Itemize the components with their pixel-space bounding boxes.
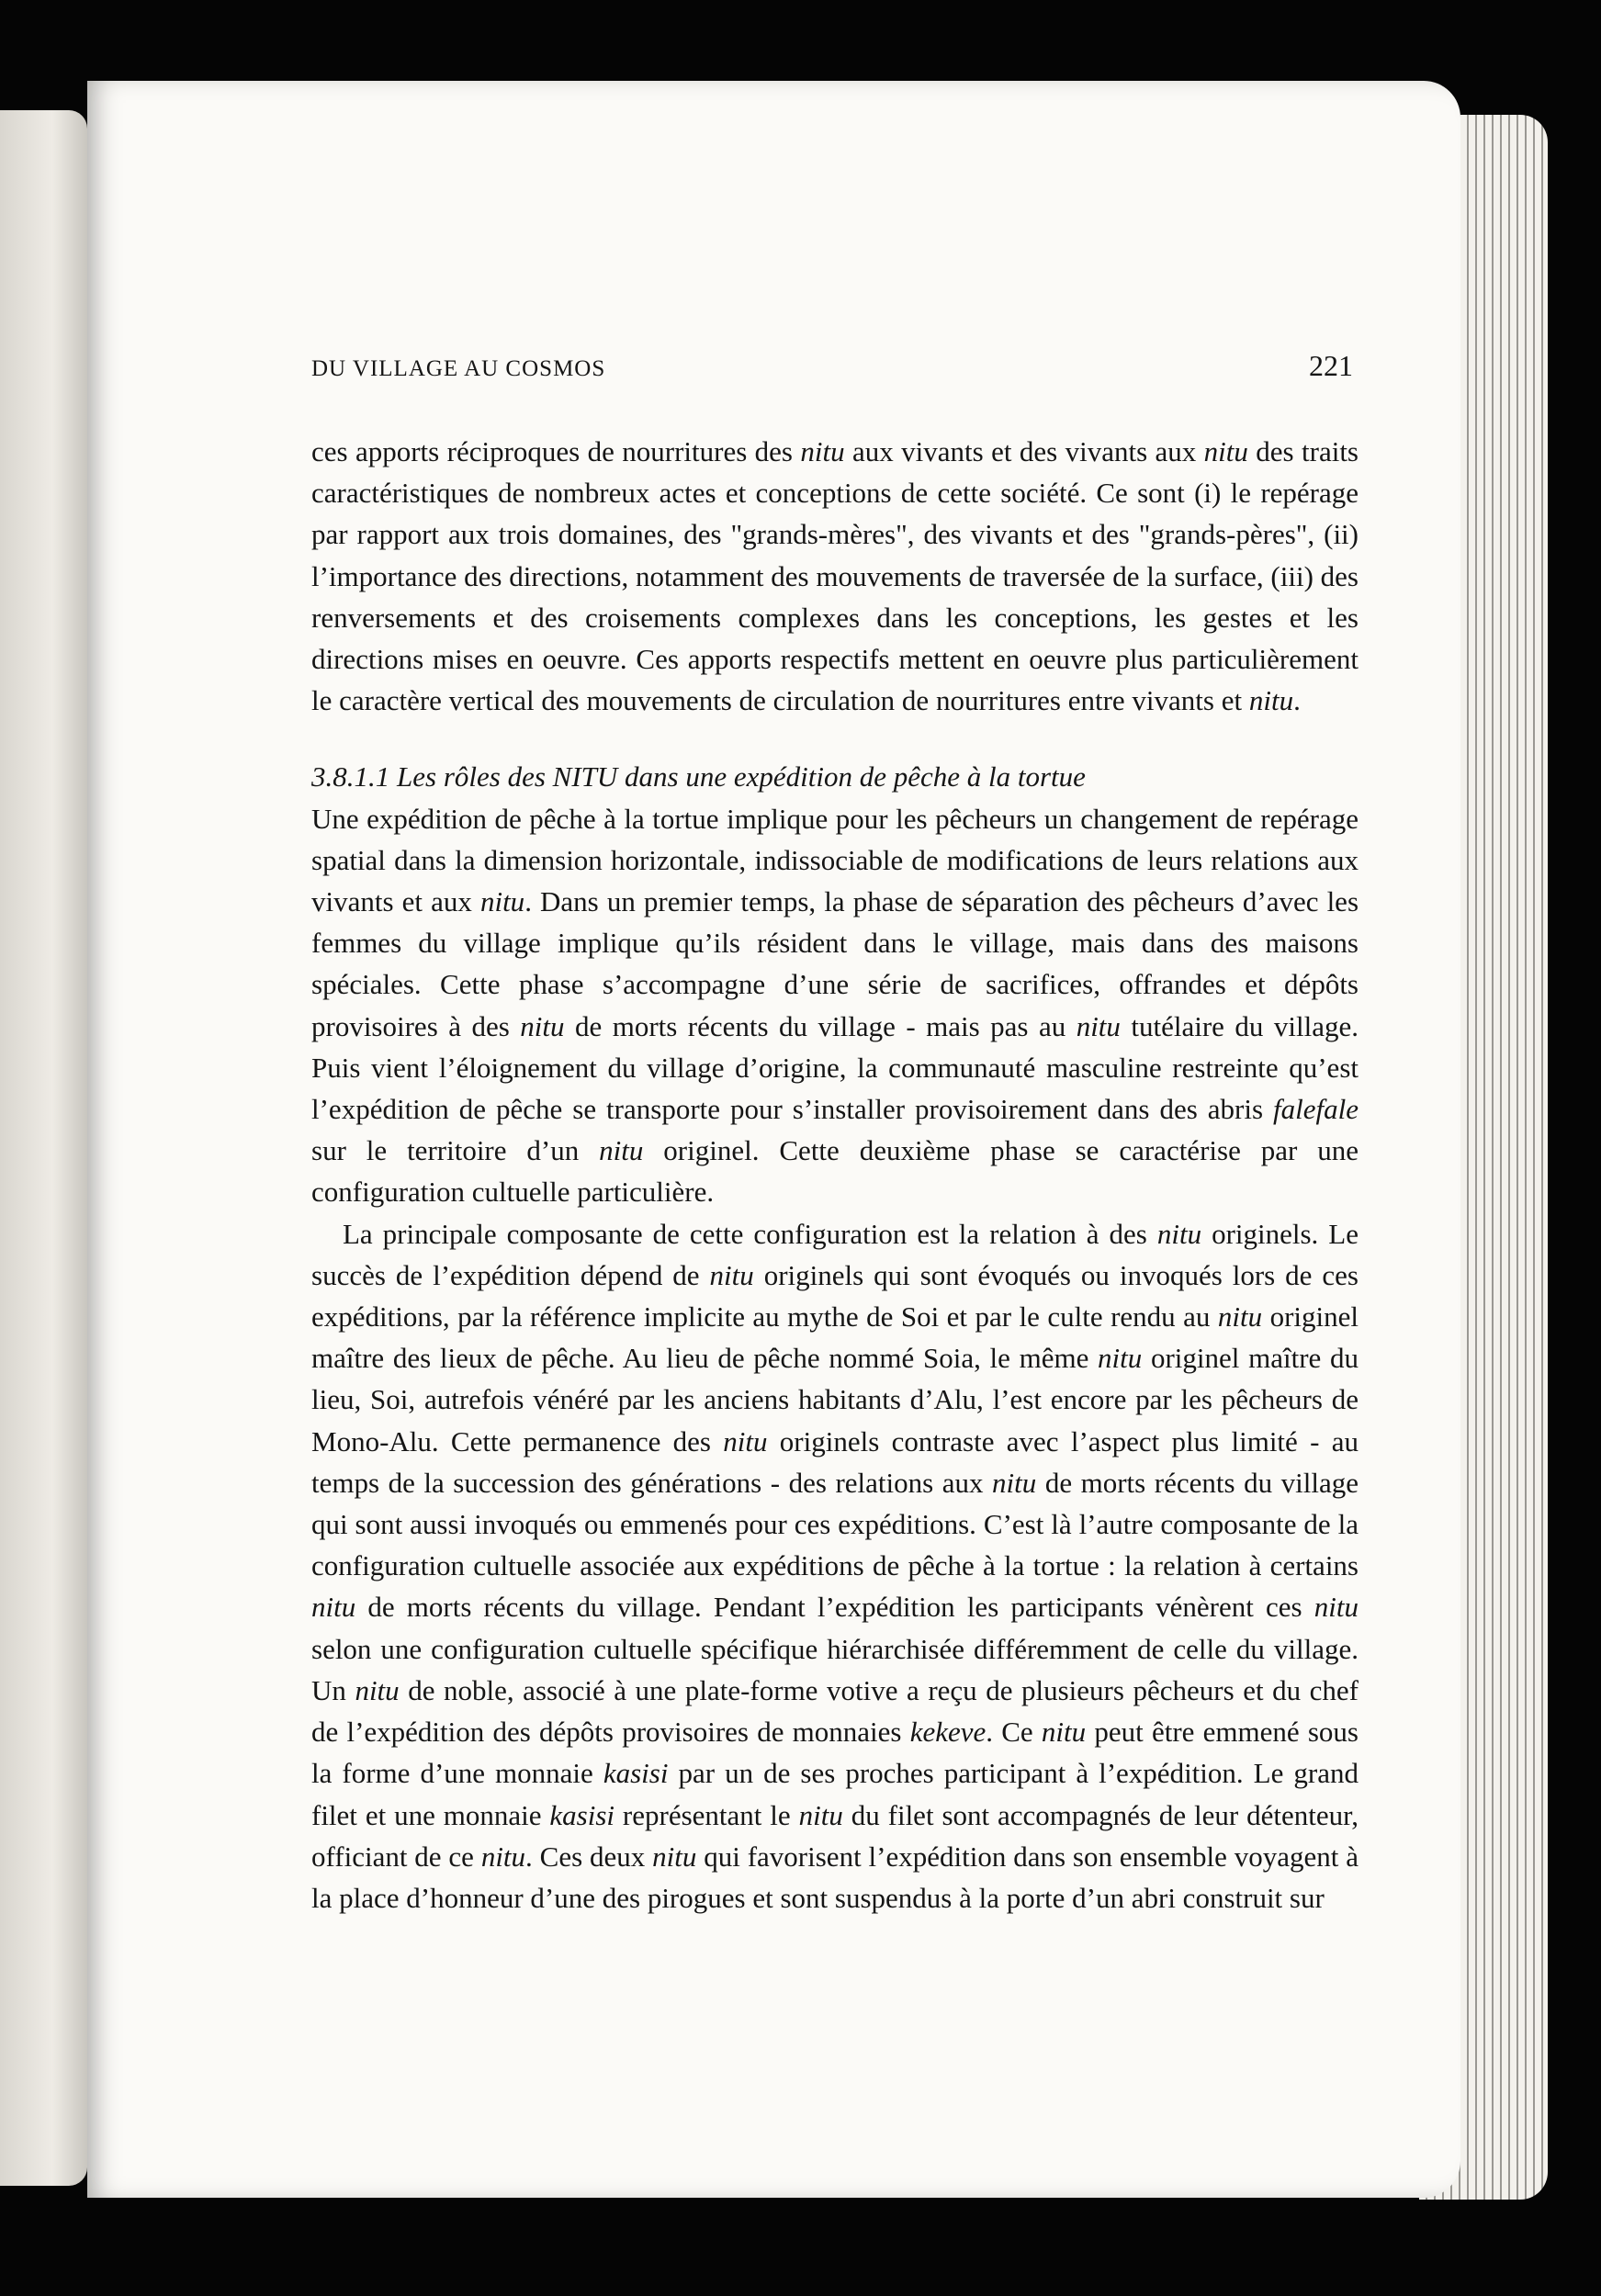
text-run: originels qui sont évoqués ou invoqués lors de ces expéditions, par la référence implicite au mythe de Soi et par le culte rendu au [311,1258,1359,1334]
paragraph-2 [311,798,1359,1213]
text-run: . Dans un premier temps, la phase de séparation des pêcheurs d’avec les femmes du village implique qu’ils résident dans le village, mais dans des maisons spéciales. Cette phase s’accompagne d’une série de sacrifices, offrandes et dépôts provisoires à des [311,885,1359,1042]
italic-term: nitu [1098,1342,1143,1375]
text-run: . Ce [986,1716,1042,1749]
text-run: originels. Le succès de l’expédition dépend de [311,1217,1359,1291]
italic-term: nitu [1041,1716,1087,1749]
text-run: originels contraste avec l’aspect plus limité - au temps de la succession des générations - des relations aux [311,1424,1359,1499]
italic-term: nitu [520,1009,565,1042]
text-run: sur le territoire d’un [311,1134,600,1167]
text-run: de morts récents du village qui sont aussi invoqués ou emmenés pour ces expéditions. C’est là l’autre composante de la configuration cultuelle associée aux expéditions de pêche à la tortue : la relation à certains [311,1466,1359,1582]
italic-term: nitu [355,1673,400,1706]
text-run: Une expédition de pêche à la tortue implique pour les pêcheurs un changement de repérage spatial dans la dimension horizontale, indissociable de modifications de leurs relations aux vivants et aux [311,802,1359,918]
facing-page-edge [0,110,87,2186]
text-run: aux vivants et des vivants aux [844,435,1204,467]
italic-term: nitu [709,1258,754,1291]
italic-term: nitu [479,885,525,918]
italic-term: nitu [1248,684,1294,717]
page-number: 221 [1309,349,1353,382]
italic-term: kasisi [549,1798,615,1831]
italic-term: nitu [1313,1591,1359,1624]
running-header [311,349,1359,383]
italic-term: nitu [480,1840,526,1873]
italic-term: nitu [800,435,845,467]
text-run: du filet sont accompagnés de leur détenteur, officiant de ce [311,1798,1359,1873]
text-run: selon une configuration cultuelle spécifique hiérarchisée différemment de celle du village. Un [311,1632,1359,1706]
text-run: qui favorisent l’expédition dans son ensemble voyagent à la place d’honneur d’une des pirogues et sont suspendus à la porte d’un abri construit sur [311,1840,1359,1914]
text-run: représentant le [614,1798,799,1831]
text-run: originel maître des lieux de pêche. Au lieu de pêche nommé Soia, le même [311,1300,1359,1375]
italic-term: nitu [992,1466,1037,1499]
text-run: . [1293,684,1301,717]
italic-term: nitu [599,1134,644,1167]
text-run: . Ces deux [525,1840,653,1873]
section-heading: 3.8.1.1 Les rôles des NITU dans une expédition de pêche à la tortue [311,760,1086,793]
italic-term: nitu [798,1798,843,1831]
italic-term: kekeve [909,1716,987,1749]
text-run: originel maître du lieu, Soi, autrefois vénéré par les anciens habitants d’Alu, l’est encore par les pêcheurs de Mono-Alu. Cette permanence des [311,1342,1359,1458]
text-run: ces apports réciproques de nourritures des [311,435,801,467]
text-run: par un de ses proches participant à l’expédition. Le grand filet et une monnaie [311,1757,1359,1831]
italic-term: nitu [1217,1300,1263,1334]
running-title: DU VILLAGE AU COSMOS [311,356,606,381]
text-run: des traits caractéristiques de nombreux actes et conceptions de cette société. Ce sont (i) le repérage par rapport aux trois domaines, des "grands-mères", des vivants et des "grands-pères", (ii) l’importance des directions, notamment des mouvements de traversée de la surface, (iii) des renversements et des croisements complexes dans les conceptions, les gestes et les directions mises en oeuvre. Ces apports respectifs mettent en oeuvre plus particulièrement le caractère vertical des mouvements de circulation de nourritures entre vivants et [311,435,1359,717]
paragraph-gap [311,721,1359,756]
paragraph-1 [311,431,1359,721]
italic-term: nitu [1203,435,1248,467]
page-content [311,349,1359,1919]
text-run: originel. Cette deuxième phase se caractérise par une configuration cultuelle particulière. [311,1134,1359,1209]
italic-term: nitu [1156,1217,1202,1250]
italic-term: nitu [311,1591,356,1624]
text-run: de noble, associé à une plate-forme votive a reçu de plusieurs pêcheurs et du chef de l’expédition des dépôts provisoires de monnaies [311,1673,1359,1749]
italic-term: nitu [652,1840,697,1873]
text-run: La principale composante de cette configuration est la relation à des [343,1217,1157,1250]
paragraph-3 [311,1213,1359,1919]
italic-term: falefale [1273,1093,1359,1126]
text-run: tutélaire du village. Puis vient l’éloignement du village d’origine, la communauté masculine restreinte qu’est l’expédition de pêche se transporte pour s’installer provisoirement dans des abris [311,1009,1359,1126]
italic-term: nitu [1076,1009,1121,1042]
text-run: peut être emmené sous la forme d’une monnaie [311,1716,1359,1790]
book-page [87,81,1460,2198]
text-run: de morts récents du village. Pendant l’expédition les participants vénèrent ces [355,1591,1314,1624]
text-run: de morts récents du village - mais pas au [564,1009,1077,1042]
italic-term: kasisi [603,1757,669,1790]
italic-term: nitu [723,1424,768,1458]
